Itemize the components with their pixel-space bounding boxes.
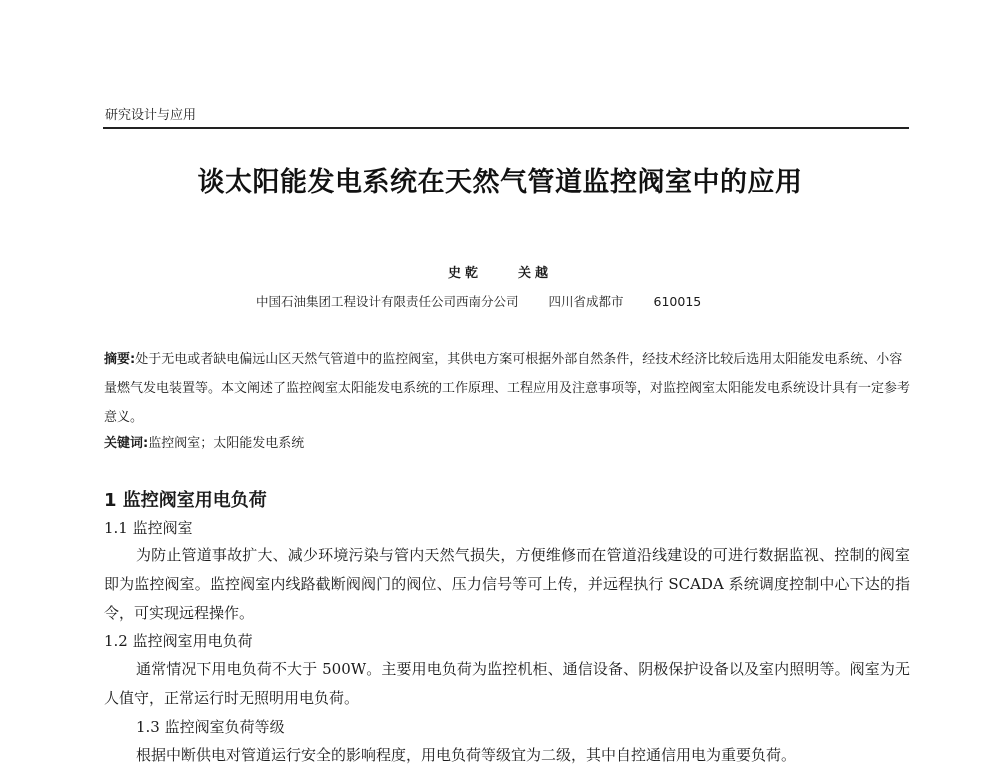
paragraph: 为防止管道事故扩大、减少环境污染与管内天然气损失，方便维修而在管道沿线建设的可进行数据监视、控制的阀室即为监控阀室。监控阀室内线路截断阀阀门的阀位、压力信号等可上传，并远程执行 SCADA 系统调度控制中心下达的指令，可实现远程操作。 — [104, 546, 910, 622]
abstract — [104, 345, 910, 432]
paper-title: 谈太阳能发电系统在天然气管道监控阀室中的应用 — [197, 167, 803, 198]
affiliation — [256, 292, 701, 310]
paragraph: 根据中断供电对管道运行安全的影响程度，用电负荷等级宜为二级，其中自控通信用电为重要负荷。 — [136, 746, 797, 764]
keywords-label: 关键词: — [104, 436, 149, 451]
header-rule — [103, 127, 909, 129]
subsection-heading: 1.3 监控阀室负荷等级 — [136, 718, 285, 736]
keywords-text: 监控阀室；太阳能发电系统 — [148, 436, 305, 451]
paragraph: 通常情况下用电负荷不大于 500W。主要用电负荷为监控机柜、通信设备、阴极保护设备以及室内照明等。阀室为无人值守，正常运行时无照明用电负荷。 — [104, 660, 910, 707]
affiliation-postcode: 610015 — [653, 294, 702, 309]
keywords — [104, 432, 304, 451]
section-heading: 1 监控阀室用电负荷 — [104, 490, 267, 511]
abstract-text: 处于无电或者缺电偏远山区天然气管道中的监控阀室，其供电方案可根据外部自然条件，经技术经济比较后选用太阳能发电系统、小容量燃气发电装置等。本文阐述了监控阀室太阳能发电系统的工作原理、工程应用及注意事项等，对监控阀室太阳能发电系统设计具有一定参考意义。 — [104, 352, 911, 425]
subsection-heading: 1.1 监控阀室 — [104, 519, 193, 537]
affiliation-city: 四川省成都市 — [548, 294, 624, 309]
abstract-label: 摘要: — [104, 352, 136, 367]
subsection-heading: 1.2 监控阀室用电负荷 — [104, 632, 253, 650]
author-name: 史乾 — [448, 266, 483, 281]
running-header: 研究设计与应用 — [105, 108, 197, 123]
affiliation-org: 中国石油集团工程设计有限责任公司西南分公司 — [256, 294, 519, 309]
author-list — [448, 262, 552, 281]
author-name: 关越 — [518, 266, 553, 281]
